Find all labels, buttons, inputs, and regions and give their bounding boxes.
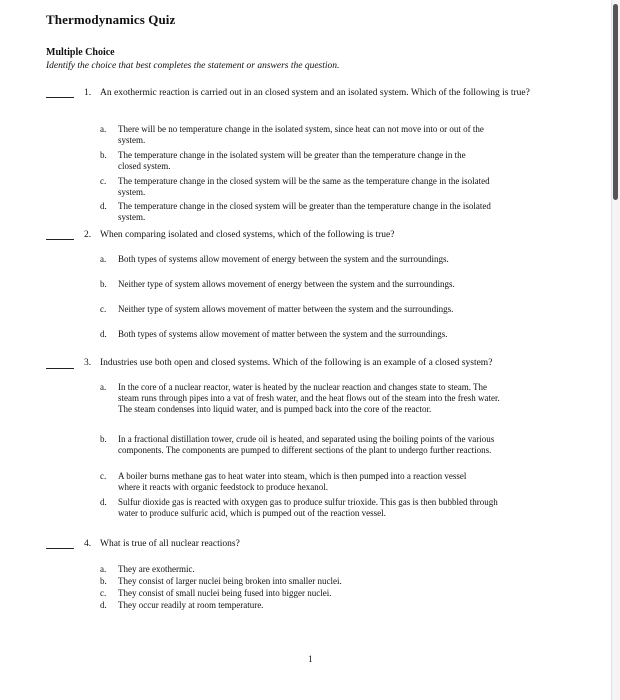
scrollbar-thumb[interactable]: [613, 4, 618, 200]
question-text: Industries use both open and closed systems. Which of the following is an example of a closed system?: [100, 358, 493, 368]
option-text: Neither type of system allows movement of matter between the system and the surroundings.: [118, 304, 454, 314]
question-number: 1.: [84, 88, 92, 98]
page-title: Thermodynamics Quiz: [46, 12, 176, 27]
option-letter: d.: [100, 329, 107, 339]
option-letter: b.: [100, 150, 107, 160]
answer-blank-2[interactable]: [46, 239, 74, 240]
answer-blank-1[interactable]: [46, 97, 74, 98]
option-text: Neither type of system allows movement of energy between the system and the surroundings.: [118, 279, 455, 289]
option-text: They consist of small nuclei being fused into bigger nuclei.: [118, 588, 332, 598]
option-letter: a.: [100, 564, 107, 574]
answer-blank-3[interactable]: [46, 368, 74, 369]
option-letter: d.: [100, 600, 107, 610]
section-title: Multiple Choice: [46, 47, 115, 58]
option-text: They consist of larger nuclei being broken into smaller nuclei.: [118, 576, 342, 586]
option-letter: c.: [100, 471, 107, 481]
option-letter: d.: [100, 201, 107, 211]
option-text: The temperature change in the isolated system will be greater than the temperature change in the closed system.: [118, 150, 466, 171]
option-text: In a fractional distillation tower, crude oil is heated, and separated using the boiling points of the various components. The components are pumped to different sections of the plant to undergo further reactions.: [118, 434, 495, 455]
option-text: Both types of systems allow movement of matter between the system and the surroundings.: [118, 329, 448, 339]
question-number: 4.: [84, 539, 92, 549]
option-text: Both types of systems allow movement of energy between the system and the surroundings.: [118, 254, 449, 264]
answer-blank-4[interactable]: [46, 548, 74, 549]
option-letter: c.: [100, 176, 107, 186]
page-number: 1: [308, 655, 313, 665]
option-letter: b.: [100, 576, 107, 586]
option-letter: b.: [100, 279, 107, 289]
option-text: A boiler burns methane gas to heat water into steam, which is then pumped into a reaction vessel where it reacts with organic feedstock to produce hexanol.: [118, 471, 467, 492]
vertical-scrollbar[interactable]: [611, 0, 620, 700]
option-text: The temperature change in the closed system will be greater than the temperature change in the isolated system.: [118, 201, 491, 222]
question-number: 2.: [84, 230, 92, 240]
option-text: There will be no temperature change in the isolated system, since heat can not move into or out of the system.: [118, 124, 484, 145]
instructions: Identify the choice that best completes the statement or answers the question.: [46, 61, 340, 71]
question-text: An exothermic reaction is carried out in an closed system and an isolated system. Which of the following is true?: [100, 88, 530, 98]
option-text: Sulfur dioxide gas is reacted with oxygen gas to produce sulfur trioxide. This gas is then bubbled through water to produce sulfuric acid, which is pumped out of the reaction vessel.: [118, 497, 498, 518]
option-letter: c.: [100, 304, 107, 314]
option-letter: a.: [100, 382, 107, 392]
option-letter: a.: [100, 254, 107, 264]
option-text: In the core of a nuclear reactor, water is heated by the nuclear reaction and changes state to steam. The steam runs through pipes into a vat of fresh water, and the heat flows out of the steam into the fresh water. The steam condenses into liquid water, and is pumped back into the core of the reactor.: [118, 382, 500, 414]
option-letter: a.: [100, 124, 107, 134]
option-text: They are exothermic.: [118, 564, 195, 574]
question-number: 3.: [84, 358, 92, 368]
option-letter: c.: [100, 588, 107, 598]
question-text: What is true of all nuclear reactions?: [100, 539, 240, 549]
option-text: The temperature change in the closed system will be the same as the temperature change in the isolated system.: [118, 176, 490, 197]
option-letter: d.: [100, 497, 107, 507]
option-letter: b.: [100, 434, 107, 444]
question-text: When comparing isolated and closed systems, which of the following is true?: [100, 230, 395, 240]
option-text: They occur readily at room temperature.: [118, 600, 264, 610]
